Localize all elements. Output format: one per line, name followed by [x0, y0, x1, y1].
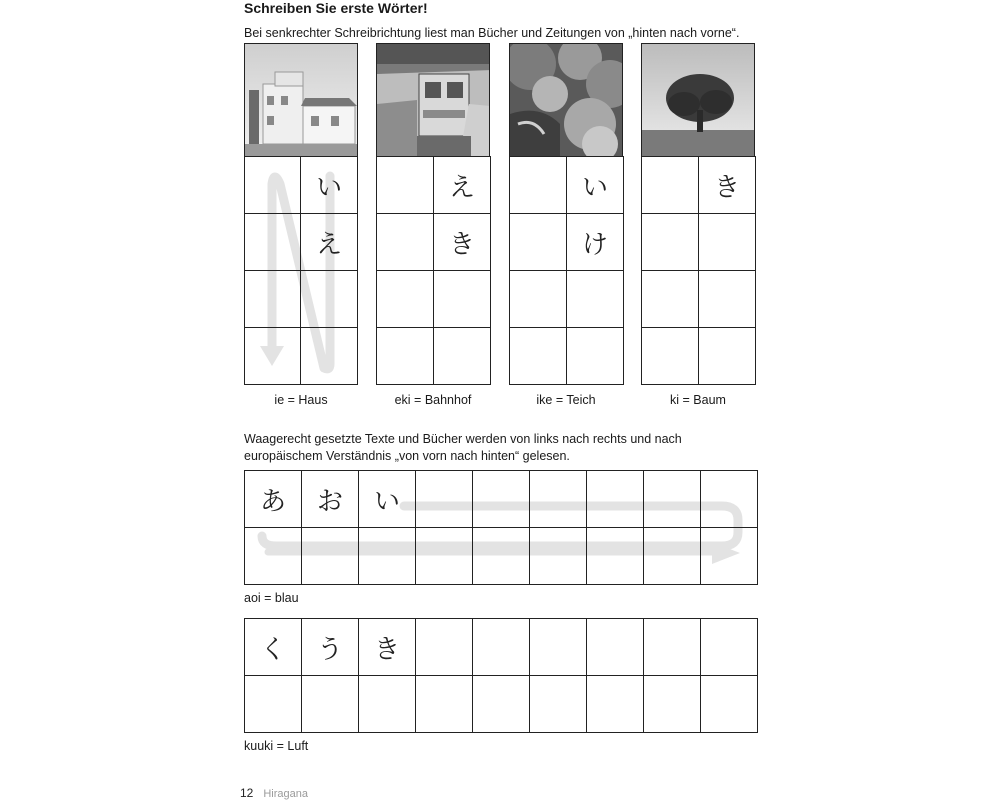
- grid-cell[interactable]: き: [434, 214, 491, 271]
- grid-cell[interactable]: い: [301, 157, 358, 214]
- grid-cell[interactable]: [302, 528, 359, 585]
- grid-cell[interactable]: く: [245, 619, 302, 676]
- grid-cell[interactable]: [416, 471, 473, 528]
- grid-cell[interactable]: [530, 676, 587, 733]
- grid-cell[interactable]: [567, 328, 624, 385]
- train-station-photo: [376, 43, 490, 157]
- grid-cell[interactable]: [359, 528, 416, 585]
- word-caption-ie: ie = Haus: [274, 393, 328, 407]
- grid-cell[interactable]: [567, 271, 624, 328]
- vertical-word-grid-ie: [244, 156, 358, 385]
- grid-cell[interactable]: [301, 271, 358, 328]
- page-heading: Schreiben Sie erste Wörter!: [244, 0, 428, 16]
- grid-cell[interactable]: う: [302, 619, 359, 676]
- intro-horizontal-line-1: Waagerecht gesetzte Texte und Bücher werden von links nach rechts und nach: [244, 432, 682, 446]
- tree-photo: [641, 43, 755, 157]
- grid-cell[interactable]: き: [359, 619, 416, 676]
- vertical-word-grid-ki: [641, 156, 756, 385]
- grid-cell[interactable]: [473, 528, 530, 585]
- grid-cell[interactable]: [510, 328, 567, 385]
- intro-vertical-text: Bei senkrechter Schreibrichtung liest man Bücher und Zeitungen von „hinten nach vorne“.: [244, 26, 740, 40]
- grid-cell[interactable]: [701, 528, 758, 585]
- grid-cell[interactable]: [701, 676, 758, 733]
- grid-cell[interactable]: い: [567, 157, 624, 214]
- grid-cell[interactable]: [416, 619, 473, 676]
- grid-cell[interactable]: [587, 471, 644, 528]
- grid-cell[interactable]: [473, 471, 530, 528]
- grid-cell[interactable]: [245, 157, 301, 214]
- horizontal-word-grid-kuuki: [244, 618, 758, 733]
- grid-cell[interactable]: [473, 619, 530, 676]
- grid-cell[interactable]: [642, 157, 699, 214]
- grid-cell[interactable]: [434, 328, 491, 385]
- grid-cell[interactable]: [377, 328, 434, 385]
- grid-cell[interactable]: あ: [245, 471, 302, 528]
- grid-cell[interactable]: [473, 676, 530, 733]
- grid-cell[interactable]: [377, 157, 434, 214]
- grid-cell[interactable]: え: [434, 157, 491, 214]
- grid-cell[interactable]: お: [302, 471, 359, 528]
- grid-cell[interactable]: [245, 328, 301, 385]
- grid-cell[interactable]: [245, 676, 302, 733]
- pond-photo: [509, 43, 623, 157]
- grid-cell[interactable]: [642, 271, 699, 328]
- grid-cell[interactable]: [510, 214, 567, 271]
- grid-cell[interactable]: [434, 271, 491, 328]
- grid-cell[interactable]: え: [301, 214, 358, 271]
- grid-cell[interactable]: [699, 271, 756, 328]
- word-caption-eki: eki = Bahnhof: [394, 393, 472, 407]
- grid-cell[interactable]: [644, 619, 701, 676]
- grid-cell[interactable]: [245, 528, 302, 585]
- house-photo: [244, 43, 358, 157]
- grid-cell[interactable]: け: [567, 214, 624, 271]
- grid-cell[interactable]: [377, 214, 434, 271]
- grid-cell[interactable]: [642, 214, 699, 271]
- grid-cell[interactable]: [359, 676, 416, 733]
- grid-cell[interactable]: [644, 471, 701, 528]
- grid-cell[interactable]: [642, 328, 699, 385]
- grid-cell[interactable]: [416, 528, 473, 585]
- grid-cell[interactable]: [510, 271, 567, 328]
- grid-cell[interactable]: [699, 328, 756, 385]
- grid-cell[interactable]: [587, 619, 644, 676]
- grid-cell[interactable]: [644, 528, 701, 585]
- grid-cell[interactable]: [302, 676, 359, 733]
- section-title: Hiragana: [263, 788, 308, 800]
- grid-cell[interactable]: [510, 157, 567, 214]
- grid-cell[interactable]: [587, 528, 644, 585]
- grid-cell[interactable]: [699, 214, 756, 271]
- word-caption-ki: ki = Baum: [670, 393, 726, 407]
- horizontal-word-grid-aoi: [244, 470, 758, 585]
- grid-cell[interactable]: [245, 271, 301, 328]
- grid-cell[interactable]: [301, 328, 358, 385]
- vertical-word-grid-ike: [509, 156, 624, 385]
- grid-cell[interactable]: [245, 214, 301, 271]
- grid-cell[interactable]: [530, 528, 587, 585]
- vertical-grid: [244, 156, 358, 385]
- grid-cell[interactable]: [377, 271, 434, 328]
- vertical-word-grid-eki: [376, 156, 491, 385]
- page-number: 12: [240, 786, 254, 800]
- grid-cell[interactable]: [701, 619, 758, 676]
- grid-cell[interactable]: [530, 619, 587, 676]
- word-caption-aoi: aoi = blau: [244, 591, 299, 605]
- grid-cell[interactable]: [530, 471, 587, 528]
- grid-cell[interactable]: [701, 471, 758, 528]
- intro-horizontal-line-2: europäischem Verständnis „von vorn nach hinten“ gelesen.: [244, 449, 570, 463]
- grid-cell[interactable]: [587, 676, 644, 733]
- grid-cell[interactable]: [644, 676, 701, 733]
- word-caption-kuuki: kuuki = Luft: [244, 739, 309, 753]
- page-footer: [240, 786, 308, 800]
- grid-cell[interactable]: [416, 676, 473, 733]
- grid-cell[interactable]: い: [359, 471, 416, 528]
- grid-cell[interactable]: き: [699, 157, 756, 214]
- word-caption-ike: ike = Teich: [536, 393, 596, 407]
